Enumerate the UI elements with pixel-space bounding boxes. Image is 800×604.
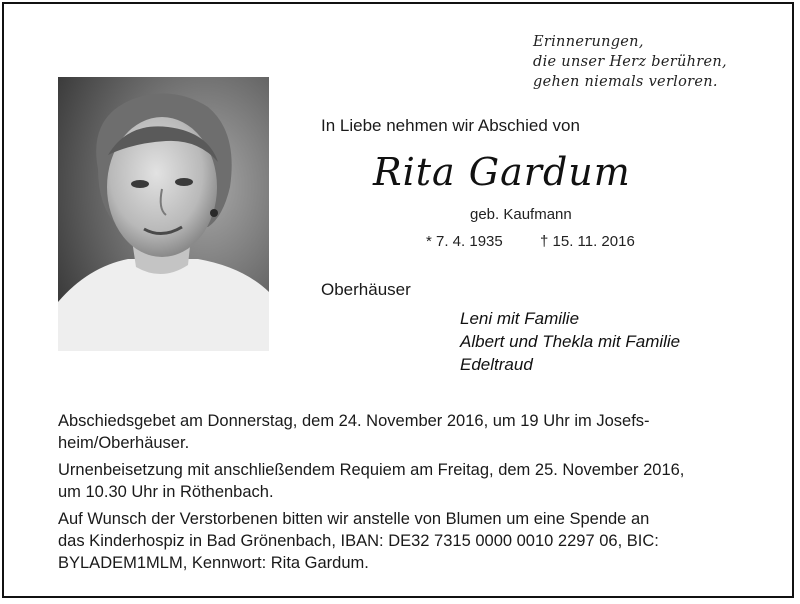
mourner-entry: Edeltraud (460, 355, 533, 374)
memorial-quote (533, 32, 773, 92)
mourners-list (460, 307, 680, 376)
birth-date: * 7. 4. 1935 (426, 233, 503, 250)
notice-line: Urnenbeisetzung mit anschließendem Requiem am Freitag, dem 25. November 2016, (58, 461, 685, 479)
death-date: † 15. 11. 2016 (540, 233, 635, 250)
hometown: Oberhäuser (321, 280, 411, 299)
quote-line: gehen niemals verloren. (533, 74, 718, 90)
portrait-illustration (58, 77, 269, 351)
notice-line: Auf Wunsch der Verstorbenen bitten wir anstelle von Blumen um eine Spende an (58, 510, 650, 528)
burial-notice (58, 459, 742, 503)
notice-line: heim/Oberhäuser. (58, 434, 190, 452)
mourner-entry: Leni mit Familie (460, 309, 580, 328)
maiden-name: geb. Kaufmann (470, 206, 572, 223)
portrait-photo (58, 77, 269, 351)
notice-line: Abschiedsgebet am Donnerstag, dem 24. November 2016, um 19 Uhr im Josefs- (58, 412, 650, 430)
donation-notice (58, 508, 742, 574)
prayer-notice (58, 410, 742, 454)
deceased-name: Rita Gardum (373, 150, 631, 194)
notice-line: das Kinderhospiz in Bad Grönenbach, IBAN: DE32 7315 0000 0010 2297 06, BIC: (58, 532, 659, 550)
quote-line: die unser Herz berühren, (533, 54, 727, 70)
mourner-entry: Albert und Thekla mit Familie (460, 332, 681, 351)
notice-line: um 10.30 Uhr in Röthenbach. (58, 483, 274, 501)
quote-line: Erinnerungen, (533, 34, 644, 50)
notice-line: BYLADEM1MLM, Kennwort: Rita Gardum. (58, 554, 369, 572)
farewell-intro: In Liebe nehmen wir Abschied von (321, 116, 580, 135)
